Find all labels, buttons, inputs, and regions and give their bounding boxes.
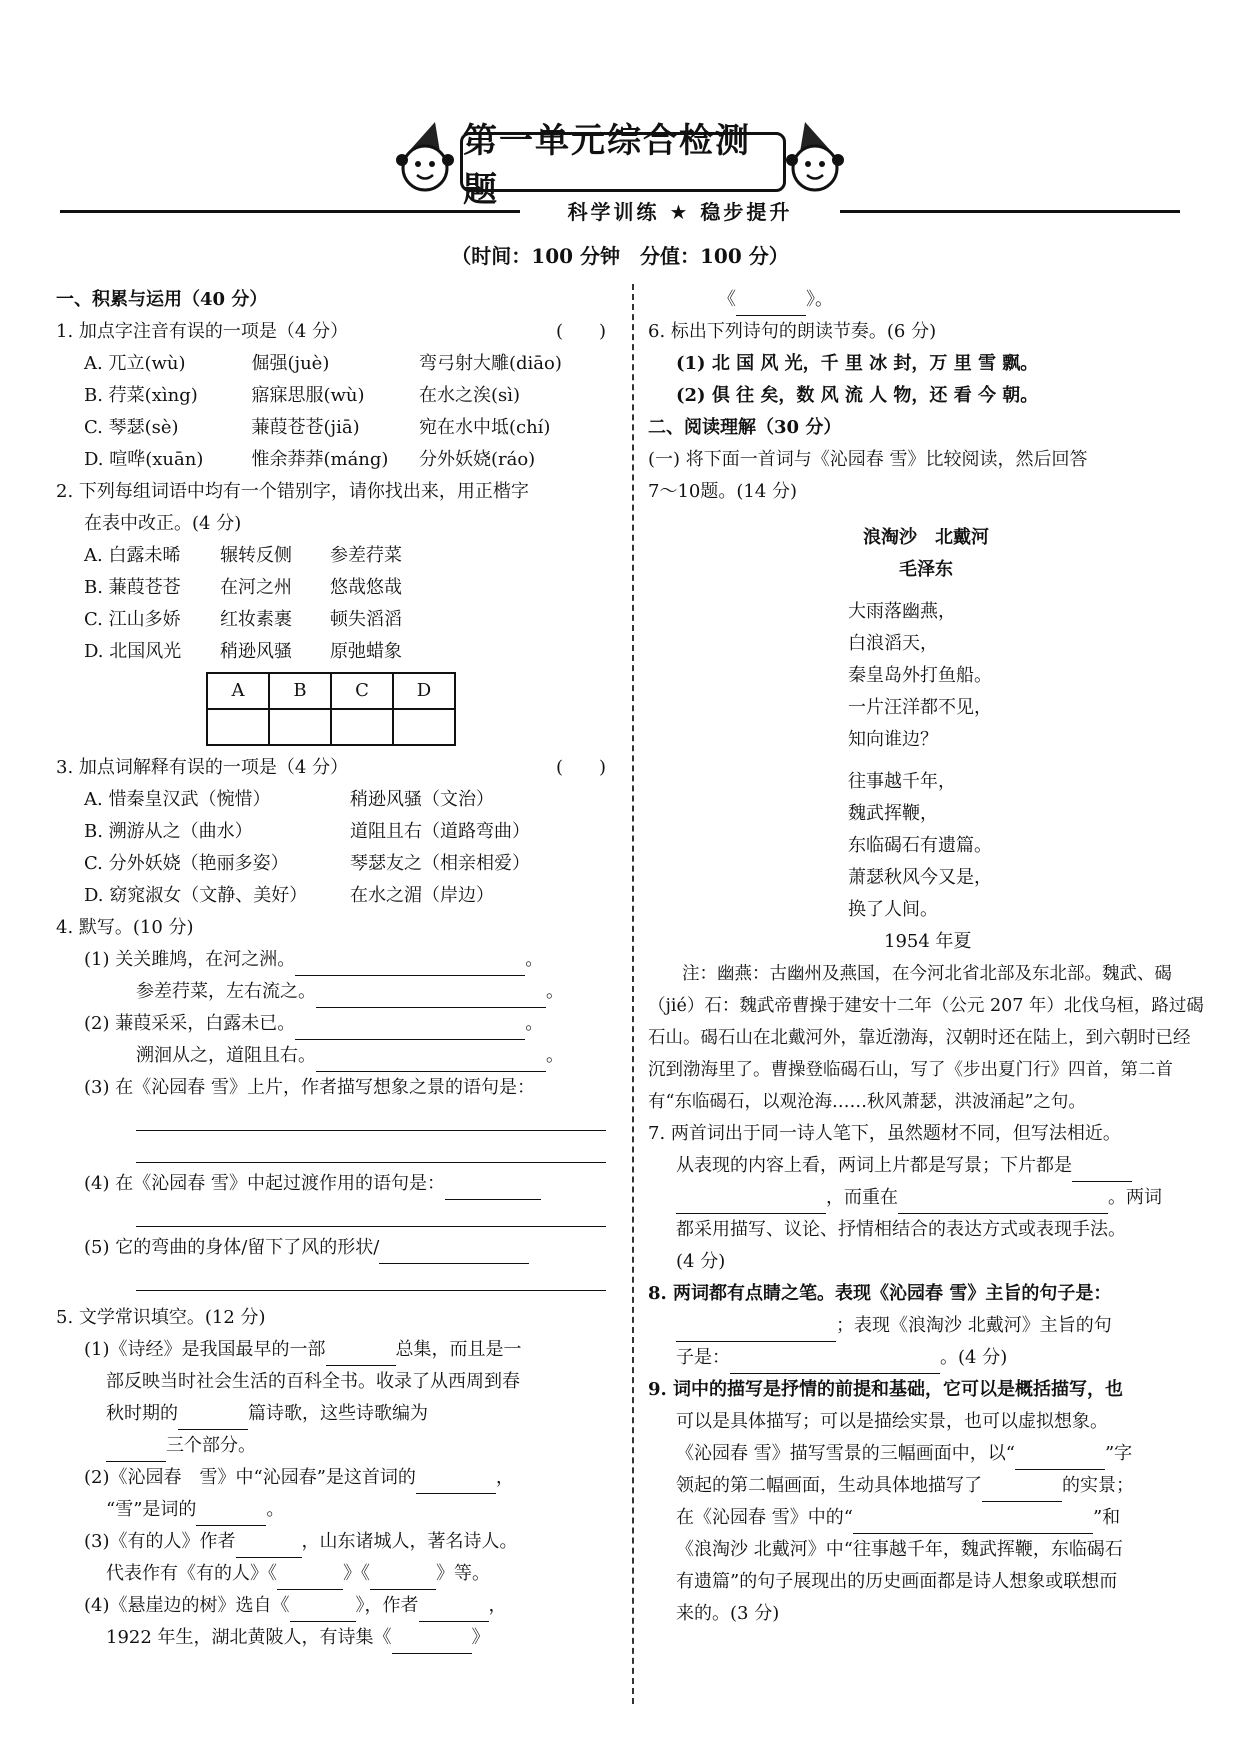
poem-author: 毛泽东 (899, 559, 953, 580)
option-row: C. 江山多娇 红妆素裹 顿失滔滔 (84, 609, 402, 630)
option-row: C. 分外妖娆（艳丽多姿） 琴瑟友之（相亲相爱） (84, 853, 530, 874)
answer-blank[interactable] (379, 1241, 529, 1264)
title-banner (400, 120, 840, 210)
dictation-line: 参差荇菜，左右流之。 。 (56, 976, 616, 1008)
mascot-left-icon (390, 120, 460, 198)
dictation-line: (2) 蒹葭采采，白露未已。 。 (56, 1008, 616, 1040)
title-box (460, 121, 786, 210)
answer-cell[interactable] (269, 709, 331, 745)
poem-line: 换了人间。 (848, 899, 938, 920)
table-header: C (331, 673, 393, 709)
left-column (56, 284, 616, 1654)
answer-blank[interactable] (730, 1351, 940, 1374)
dictation-line: (1) 关关雎鸠，在河之洲。 。 (56, 944, 616, 976)
option-row: B. 蒹葭苍苍 在河之州 悠哉悠哉 (84, 577, 402, 598)
dictation-line: (3) 在《沁园春 雪》上片，作者描写想象之景的语句是： (84, 1077, 535, 1098)
option-row: D. 喧哗(xuān) 惟余莽莽(máng) 分外妖娆(ráo) (84, 449, 536, 470)
fill-line: “雪”是词的 。 (56, 1494, 616, 1526)
answer-blank[interactable] (316, 1049, 546, 1072)
poem-line: 大雨落幽燕， (848, 601, 956, 622)
option-row: C. 琴瑟(sè) 蒹葭苍苍(jiā) 宛在水中坻(chí) (84, 417, 551, 438)
question-line: 子是： 。(4 分) (648, 1342, 1204, 1374)
poem-line: 东临碣石有遗篇。 (848, 835, 992, 856)
answer-blank[interactable] (295, 1017, 525, 1040)
poem-line: 魏武挥鞭， (848, 803, 938, 824)
poem-line: 白浪滔天， (848, 633, 938, 654)
question-line: 从表现的内容上看，两词上片都是写景；下片都是 (648, 1150, 1204, 1182)
option-row: A. 兀立(wù) 倔强(juè) 弯弓射大雕(diāo) (84, 353, 562, 374)
question-line: 可以是具体描写；可以是描绘实景，也可以虚拟想象。 (676, 1411, 1108, 1432)
question-stem: 5. 文学常识填空。(12 分) (56, 1307, 266, 1328)
answer-cell[interactable] (331, 709, 393, 745)
fill-line: 秋时期的 篇诗歌，这些诗歌编为 (56, 1398, 616, 1430)
poem-line: 知向谁边？ (848, 729, 938, 750)
poem-line: 一片汪洋都不见， (848, 697, 992, 718)
answer-blank[interactable] (982, 1479, 1062, 1502)
question-stem: 8. 两词都有点睛之笔。表现《沁园春 雪》主旨的句子是： (648, 1283, 1112, 1304)
question-stem: 3. 加点词解释有误的一项是（4 分） ( ) (56, 752, 616, 784)
mascot-right-icon (780, 120, 850, 198)
question-stem: 7. 两首词出于同一诗人笔下，虽然题材不同，但写法相近。 (648, 1123, 1121, 1144)
dictation-line: (4) 在《沁园春 雪》中起过渡作用的语句是： (56, 1168, 616, 1200)
answer-blank[interactable] (290, 1599, 356, 1622)
column-divider (632, 284, 634, 1704)
dictation-line: 溯洄从之，道阻且右。 。 (56, 1040, 616, 1072)
answer-blank[interactable] (898, 1191, 1108, 1214)
option-row: B. 荇菜(xìng) 寤寐思服(wù) 在水之涘(sì) (84, 385, 521, 406)
question-line: 有遗篇”的句子展现出的历史画面都是诗人想象或联想而 (676, 1571, 1118, 1592)
answer-cell[interactable] (393, 709, 455, 745)
answer-blank[interactable] (196, 1503, 266, 1526)
section-heading: 一、积累与运用（40 分） (56, 289, 268, 310)
answer-blank[interactable] (736, 293, 806, 316)
question-stem-cont: 在表中改正。(4 分) (84, 513, 242, 534)
answer-line[interactable] (56, 1136, 616, 1168)
slogan: 科学训练 ★ 稳步提升 (567, 200, 793, 224)
fill-line: 1922 年生，湖北黄陂人，有诗集《 》 (56, 1622, 616, 1654)
question-line: 《沁园春 雪》描写雪景的三幅画面中，以“ ”字 (648, 1438, 1204, 1470)
answer-blank[interactable] (853, 1511, 1093, 1534)
answer-blank[interactable] (676, 1191, 826, 1214)
answer-blank[interactable] (106, 1439, 166, 1462)
answer-line[interactable] (56, 1200, 616, 1232)
exam-meta: （时间：100 分钟 分值：100 分） (451, 244, 789, 268)
answer-blank[interactable] (392, 1631, 472, 1654)
answer-blank[interactable] (419, 1599, 489, 1622)
answer-blank[interactable] (445, 1177, 541, 1200)
answer-line[interactable] (56, 1264, 616, 1296)
poem-line: 秦皇岛外打鱼船。 (848, 665, 992, 686)
option-row: D. 窈窕淑女（文静、美好） 在水之湄（岸边） (84, 885, 494, 906)
rhythm-line[interactable]: (1) 北 国 风 光，千 里 冰 封，万 里 雪 飘。 (676, 353, 1039, 374)
reading-intro: 7～10题。(14 分) (648, 481, 798, 502)
fill-line: (1)《诗经》是我国最早的一部 总集，而且是一 (56, 1334, 616, 1366)
answer-blank[interactable] (316, 985, 546, 1008)
table-header: A (207, 673, 269, 709)
slogan-row (60, 196, 1180, 226)
question-stem: 1. 加点字注音有误的一项是（4 分） ( ) (56, 316, 616, 348)
question-line: ，而重在 。两词 (648, 1182, 1204, 1214)
question-stem: 9. 词中的描写是抒情的前提和基础，它可以是概括描写，也 (648, 1379, 1124, 1400)
right-column (648, 284, 1204, 1630)
poem-notes: 注：幽燕：古幽州及燕国，在今河北省北部及东北部。魏武、碣（jié）石：魏武帝曹操于建安十二年（公元 207 年）北伐乌桓，路过碣石山。碣石山在北戴河外，靠近渤海，汉朝时还在陆上，到六朝时已经沉到渤海里了。曹操登临碣石山，写了《步出夏门行》四首，第二首有“东临碣石，以观沧海……秋风萧瑟，洪波涌起”之句。 (648, 964, 1204, 1112)
question-line: 在《沁园春 雪》中的“ ”和 (648, 1502, 1204, 1534)
reading-intro: (一) 将下面一首词与《沁园春 雪》比较阅读，然后回答 (648, 449, 1088, 470)
slogan-rule-left (60, 210, 520, 213)
dictation-line: (5) 它的弯曲的身体/留下了风的形状/ (56, 1232, 616, 1264)
fill-line: (2)《沁园春 雪》中“沁园春”是这首词的 ， (56, 1462, 616, 1494)
fill-line: 部反映当时社会生活的百科全书。收录了从西周到春 (106, 1371, 520, 1392)
question-line: ；表现《浪淘沙 北戴河》主旨的句 (648, 1310, 1204, 1342)
answer-blank[interactable] (1072, 1159, 1132, 1182)
answer-line[interactable] (56, 1104, 616, 1136)
poem-date: 1954 年夏 (884, 931, 972, 952)
continued-line: 《 》。 (648, 284, 1204, 316)
question-stem: 6. 标出下列诗句的朗读节奏。(6 分) (648, 321, 937, 342)
answer-blank[interactable] (326, 1343, 396, 1366)
option-row: D. 北国风光 稍逊风骚 原弛蜡象 (84, 641, 402, 662)
slogan-rule-right (840, 210, 1180, 213)
section-heading: 二、阅读理解（30 分） (648, 417, 842, 438)
option-row: A. 白露未晞 辗转反侧 参差荇菜 (84, 545, 402, 566)
answer-cell[interactable] (207, 709, 269, 745)
answer-blank[interactable] (370, 1567, 436, 1590)
fill-line: (4)《悬崖边的树》选自《 》，作者 ， (56, 1590, 616, 1622)
page-title: 第一单元综合检测题 (463, 121, 751, 210)
poem-title: 浪淘沙 北戴河 (863, 527, 989, 548)
question-stem: 2. 下列每组词语中均有一个错别字，请你找出来，用正楷字 (56, 481, 529, 502)
question-line: 来的。(3 分) (676, 1603, 780, 1624)
answer-blank[interactable] (416, 1471, 496, 1494)
answer-blank[interactable] (295, 953, 525, 976)
rhythm-line[interactable]: (2) 俱 往 矣，数 风 流 人 物，还 看 今 朝。 (676, 385, 1039, 406)
poem-line: 萧瑟秋风今又是， (848, 867, 992, 888)
answer-paren[interactable]: ( ) (555, 757, 606, 778)
answer-blank[interactable] (236, 1535, 302, 1558)
answer-table (206, 672, 456, 746)
option-row: A. 惜秦皇汉武（惋惜） 稍逊风骚（文治） (84, 789, 494, 810)
answer-paren[interactable]: ( ) (555, 321, 606, 342)
fill-line: 三个部分。 (56, 1430, 616, 1462)
question-line: 《浪淘沙 北戴河》中“往事越千年，魏武挥鞭，东临碣石 (676, 1539, 1123, 1560)
answer-blank[interactable] (277, 1567, 343, 1590)
answer-blank[interactable] (676, 1319, 836, 1342)
fill-line: (3)《有的人》作者 ，山东诸城人，著名诗人。 (56, 1526, 616, 1558)
table-header: B (269, 673, 331, 709)
fill-line: 代表作有《有的人》《 》《 》等。 (56, 1558, 616, 1590)
question-line: (4 分) (676, 1251, 726, 1272)
answer-blank[interactable] (1015, 1447, 1105, 1470)
poem-line: 往事越千年， (848, 771, 956, 792)
question-stem: 4. 默写。(10 分) (56, 917, 194, 938)
answer-blank[interactable] (178, 1407, 248, 1430)
table-header: D (393, 673, 455, 709)
question-line: 都采用描写、议论、抒情相结合的表达方式或表现手法。 (676, 1219, 1126, 1240)
question-line: 领起的第二幅画面，生动具体地描写了 的实景； (648, 1470, 1204, 1502)
option-row: B. 溯游从之（曲水） 道阻且右（道路弯曲） (84, 821, 530, 842)
